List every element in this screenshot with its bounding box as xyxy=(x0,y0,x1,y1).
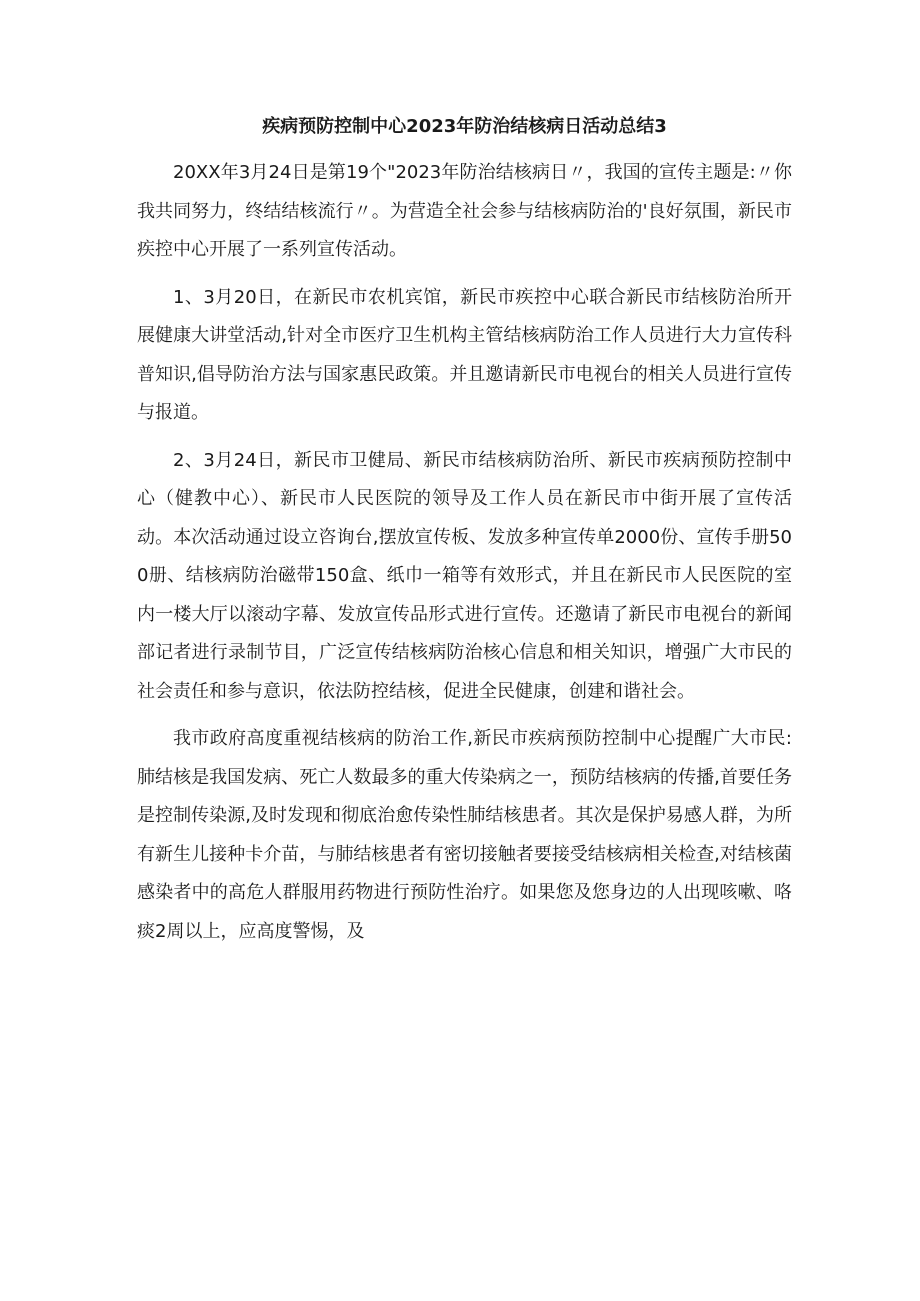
document-title: 疾病预防控制中心2023年防治结核病日活动总结3 xyxy=(262,116,667,137)
paragraph-intro: 20XX年3月24日是第19个"2023年防治结核病日〃，我国的宣传主题是:〃你我共同努力，终结结核流行〃。为营造全社会参与结核病防治的'良好氛围，新民市疾控中心开展了一系列宣传活动。 xyxy=(137,162,792,260)
paragraph-item-1: 1、3月20日，在新民市农机宾馆，新民市疾控中心联合新民市结核防治所开展健康大讲堂活动,针对全市医疗卫生机构主管结核病防治工作人员进行大力宣传科普知识,倡导防治方法与国家惠民政策。并且邀请新民市电视台的相关人员进行宣传与报道。 xyxy=(137,286,792,423)
document-page xyxy=(137,112,792,960)
paragraph-item-2: 2、3月24日，新民市卫健局、新民市结核病防治所、新民市疾病预防控制中心（健教中心）、新民市人民医院的领导及工作人员在新民市中街开展了宣传活动。本次活动通过设立咨询台,摆放宣传板、发放多种宣传单2000份、宣传手册500册、结核病防治磁带150盒、纸巾一箱等有效形式，并且在新民市人民医院的室内一楼大厅以滚动字幕、发放宣传品形式进行宣传。还邀请了新民市电视台的新闻部记者进行录制节目，广泛宣传结核病防治核心信息和相关知识，增强广大市民的社会责任和参与意识，依法防控结核，促进全民健康，创建和谐社会。 xyxy=(137,449,792,702)
paragraph-reminder: 我市政府高度重视结核病的防治工作,新民市疾病预防控制中心提醒广大市民:肺结核是我国发病、死亡人数最多的重大传染病之一，预防结核病的传播,首要任务是控制传染源,及时发现和彻底治愈传染性肺结核患者。其次是保护易感人群，为所有新生儿接种卡介苗，与肺结核患者有密切接触者要接受结核病相关检查,对结核菌感染者中的高危人群服用药物进行预防性治疗。如果您及您身边的人出现咳嗽、咯痰2周以上，应高度警惕，及 xyxy=(137,728,792,942)
